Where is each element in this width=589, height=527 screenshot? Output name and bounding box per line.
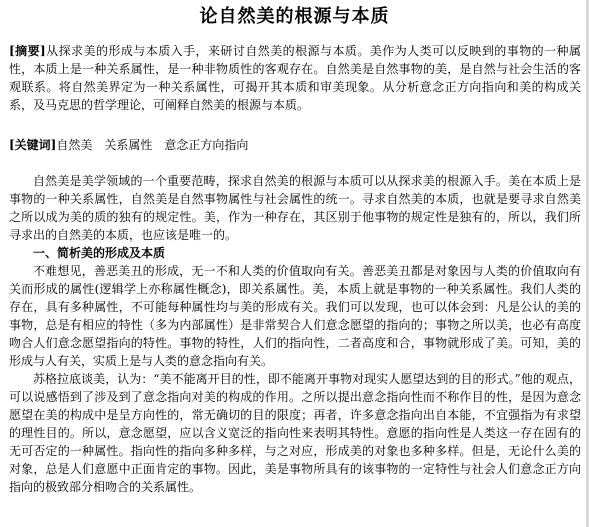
body-section [9, 172, 581, 496]
abstract-text: 从探求美的形成与本质入手，来研讨自然美的根源与本质。美作为人类可以反映到的事物的一种属性，本质上是一种关系属性，是一种非物质性的客观存在。自然美是自然事物的美，是自然与社会生活的客观联系。将自然美界定为一种关系属性，可揭开其本质和审美现象。从分析意念正方向指向和美的构成关系，及马克思的哲学理论，可阐释自然美的根源与本质。 [9, 44, 581, 112]
abstract-tag: [摘要] [9, 44, 46, 58]
body-paragraph: 自然美是美学领域的一个重要范畴，探求自然美的根源与本质可以从探求美的根源入手。美在本质上是事物的一种关系属性，自然美是自然事物属性与社会属性的统一。寻求自然美的本质，也就是要寻求自然美之所以成为美的质的独有的规定性。美，作为一种存在，其区别于他事物的规定性是独有的，所以，我们所寻求出的自然美的本质，也应该是唯一的。 [9, 174, 581, 242]
body-paragraph: 苏格拉底谈美，认为：“美不能离开目的性，即不能离开事物对现实人愿望达到的目的形式。”他的观点，可以说感悟到了涉及到了意念指向对美的构成的作用。之所以提出意念指向性而不称作目的性，是因为意念愿望在美的构成中是呈方向性的，常无确切的目的限度；再者，许多意念指向出自本能，不宜强指为有求望的理性目的。所以，意念愿望，应以含义宽泛的指向性来表明其特性。意愿的指向性是人类这一存在固有的无可否定的一种属性。指向性的指向多种多样，与之对应，形成美的对象也多种多样。但是，无论什么美的对象，总是人们意愿中正面肯定的事物。因此，美是事物所具有的该事物的一定特性与社会人们意念正方向指向的极致部分相吻合的关系属性。 [9, 372, 581, 494]
keywords-section [9, 136, 581, 154]
keywords-tag: [关键词] [9, 138, 57, 152]
keywords-text: 自然美 关系属性 意念正方向指向 [56, 138, 249, 152]
section-heading: 一、简析美的形成及本质 [33, 246, 166, 260]
document-title: 论自然美的根源与本质 [199, 6, 390, 27]
abstract-section [9, 42, 581, 114]
body-paragraph: 不难想见，善恶美丑的形成，无一不和人类的价值取向有关。善恶美丑都是对象因与人类的价值取向有关而形成的属性(逻辑学上亦称属性概念)，即关系属性。美，本质上就是事物的一种关系属性。我们人类的存在，具有多种属性，不可能每种属性均与美的形成有关。我们可以发现，也可以体会到：凡是公认的美的事物，总是有相应的特性（多为内部属性）是非常契合人们意念愿望的指向的；事物之所以美，也必有高度吻合人们意念愿望指向的特性。事物的特性，人们的指向性，二者高度和合，事物就形成了美。可知，美的形成与人有关，实质上是与人类的意念指向有关。 [9, 264, 581, 368]
